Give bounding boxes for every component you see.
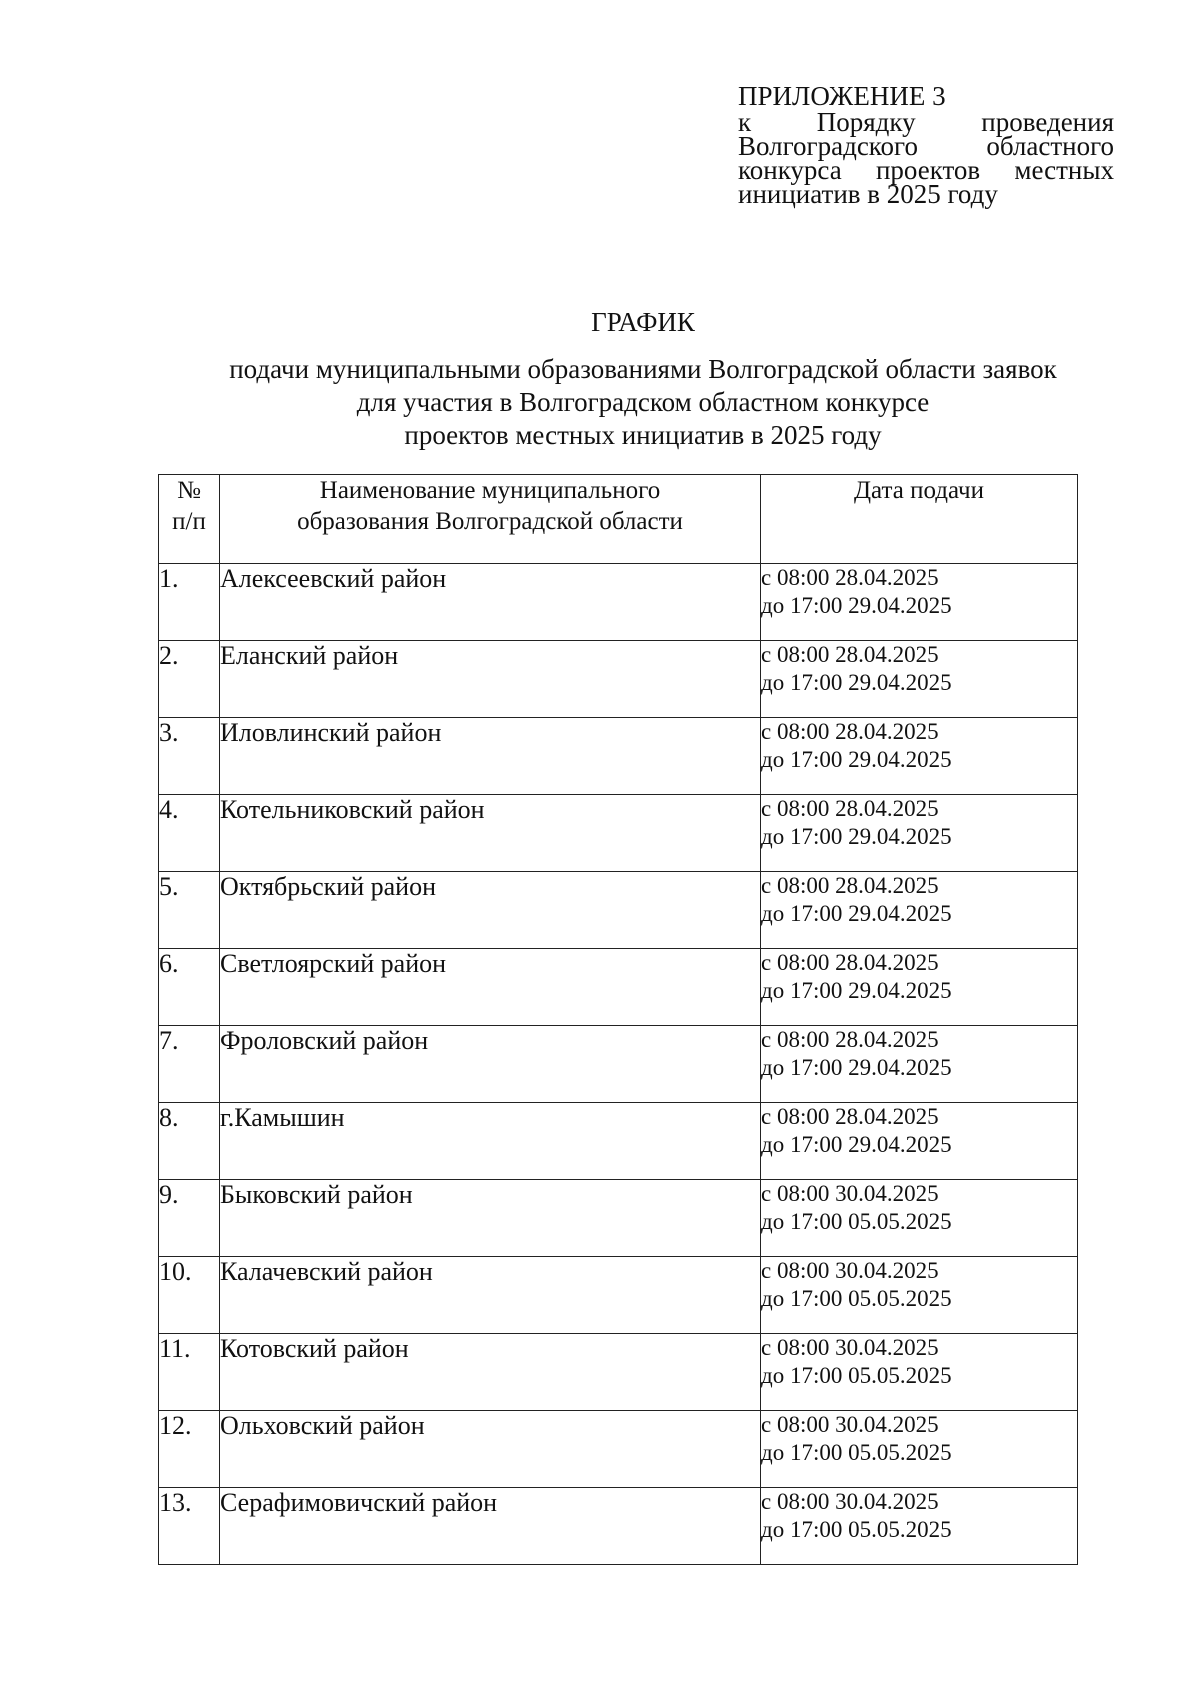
municipality-name: Быковский район (220, 1180, 761, 1257)
date-from: с 08:00 28.04.2025 (761, 1027, 939, 1052)
date-from: с 08:00 28.04.2025 (761, 565, 939, 590)
submission-date (761, 564, 1078, 641)
submission-date (761, 1257, 1078, 1334)
date-to: до 17:00 29.04.2025 (761, 1132, 952, 1157)
header-num-line1: № (177, 477, 201, 504)
submission-date (761, 872, 1078, 949)
municipality-name: Котельниковский район (220, 795, 761, 872)
date-to: до 17:00 05.05.2025 (761, 1363, 952, 1388)
submission-date (761, 1411, 1078, 1488)
municipality-name: г.Камышин (220, 1103, 761, 1180)
date-from: с 08:00 28.04.2025 (761, 642, 939, 667)
date-from: с 08:00 30.04.2025 (761, 1412, 939, 1437)
table-row (159, 1488, 1078, 1565)
table-row (159, 1180, 1078, 1257)
table-row (159, 1103, 1078, 1180)
date-to: до 17:00 29.04.2025 (761, 978, 952, 1003)
header-date: Дата подачи (761, 475, 1078, 564)
heading-line: для участия в Волгоградском областном конкурсе (356, 387, 930, 417)
row-number: 8. (159, 1103, 220, 1180)
municipality-name: Алексеевский район (220, 564, 761, 641)
row-number: 9. (159, 1180, 220, 1257)
heading-line: подачи муниципальными образованиями Волгоградской области заявок (229, 354, 1057, 384)
submission-date (761, 1180, 1078, 1257)
date-from: с 08:00 28.04.2025 (761, 873, 939, 898)
date-to: до 17:00 05.05.2025 (761, 1440, 952, 1465)
date-from: с 08:00 30.04.2025 (761, 1258, 939, 1283)
table-row (159, 872, 1078, 949)
municipality-name: Фроловский район (220, 1026, 761, 1103)
table-row (159, 718, 1078, 795)
date-to: до 17:00 29.04.2025 (761, 901, 952, 926)
date-from: с 08:00 28.04.2025 (761, 719, 939, 744)
municipality-name: Октябрьский район (220, 872, 761, 949)
row-number: 2. (159, 641, 220, 718)
appendix-title: ПРИЛОЖЕНИЕ 3 (738, 81, 946, 111)
submission-date (761, 1026, 1078, 1103)
heading-title: ГРАФИК (591, 307, 695, 337)
heading-line: проектов местных инициатив в 2025 году (404, 420, 882, 450)
header-name-line2: образования Волгоградской области (297, 508, 683, 535)
row-number: 5. (159, 872, 220, 949)
date-from: с 08:00 28.04.2025 (761, 1104, 939, 1129)
municipality-name: Котовский район (220, 1334, 761, 1411)
date-from: с 08:00 30.04.2025 (761, 1335, 939, 1360)
header-name-line1: Наименование муниципального (319, 477, 661, 504)
submission-date (761, 1103, 1078, 1180)
date-to: до 17:00 29.04.2025 (761, 747, 952, 772)
submission-date (761, 949, 1078, 1026)
date-from: с 08:00 28.04.2025 (761, 796, 939, 821)
date-to: до 17:00 05.05.2025 (761, 1517, 952, 1542)
date-from: с 08:00 30.04.2025 (761, 1181, 939, 1206)
table-row (159, 641, 1078, 718)
date-to: до 17:00 29.04.2025 (761, 1055, 952, 1080)
header-num-line2: п/п (172, 508, 206, 535)
municipality-name: Ольховский район (220, 1411, 761, 1488)
row-number: 12. (159, 1411, 220, 1488)
table-row (159, 1411, 1078, 1488)
row-number: 1. (159, 564, 220, 641)
appendix-block (738, 81, 1114, 209)
header-num (159, 475, 220, 564)
row-number: 10. (159, 1257, 220, 1334)
municipality-name: Еланский район (220, 641, 761, 718)
submission-date (761, 1334, 1078, 1411)
date-to: до 17:00 05.05.2025 (761, 1286, 952, 1311)
date-to: до 17:00 29.04.2025 (761, 593, 952, 618)
table-row (159, 949, 1078, 1026)
row-number: 11. (159, 1334, 220, 1411)
submission-date (761, 795, 1078, 872)
submission-date (761, 641, 1078, 718)
row-number: 7. (159, 1026, 220, 1103)
date-to: до 17:00 29.04.2025 (761, 824, 952, 849)
municipality-name: Иловлинский район (220, 718, 761, 795)
table-row (159, 564, 1078, 641)
date-to: до 17:00 05.05.2025 (761, 1209, 952, 1234)
row-number: 6. (159, 949, 220, 1026)
date-from: с 08:00 30.04.2025 (761, 1489, 939, 1514)
table-row (159, 1334, 1078, 1411)
municipality-name: Светлоярский район (220, 949, 761, 1026)
table-row (159, 1257, 1078, 1334)
date-to: до 17:00 29.04.2025 (761, 670, 952, 695)
submission-date (761, 1488, 1078, 1565)
schedule-body (159, 564, 1078, 1565)
submission-date (761, 718, 1078, 795)
table-header-row (159, 475, 1078, 564)
row-number: 13. (159, 1488, 220, 1565)
table-row (159, 795, 1078, 872)
municipality-name: Серафимовичский район (220, 1488, 761, 1565)
row-number: 4. (159, 795, 220, 872)
date-from: с 08:00 28.04.2025 (761, 950, 939, 975)
appendix-text: к Порядку проведения Волгоградского областного конкурса проектов местных инициатив в 2025 году (738, 107, 1114, 209)
header-name (220, 475, 761, 564)
schedule-table (158, 474, 1078, 1565)
table-row (159, 1026, 1078, 1103)
row-number: 3. (159, 718, 220, 795)
municipality-name: Калачевский район (220, 1257, 761, 1334)
document-heading (0, 306, 1200, 452)
